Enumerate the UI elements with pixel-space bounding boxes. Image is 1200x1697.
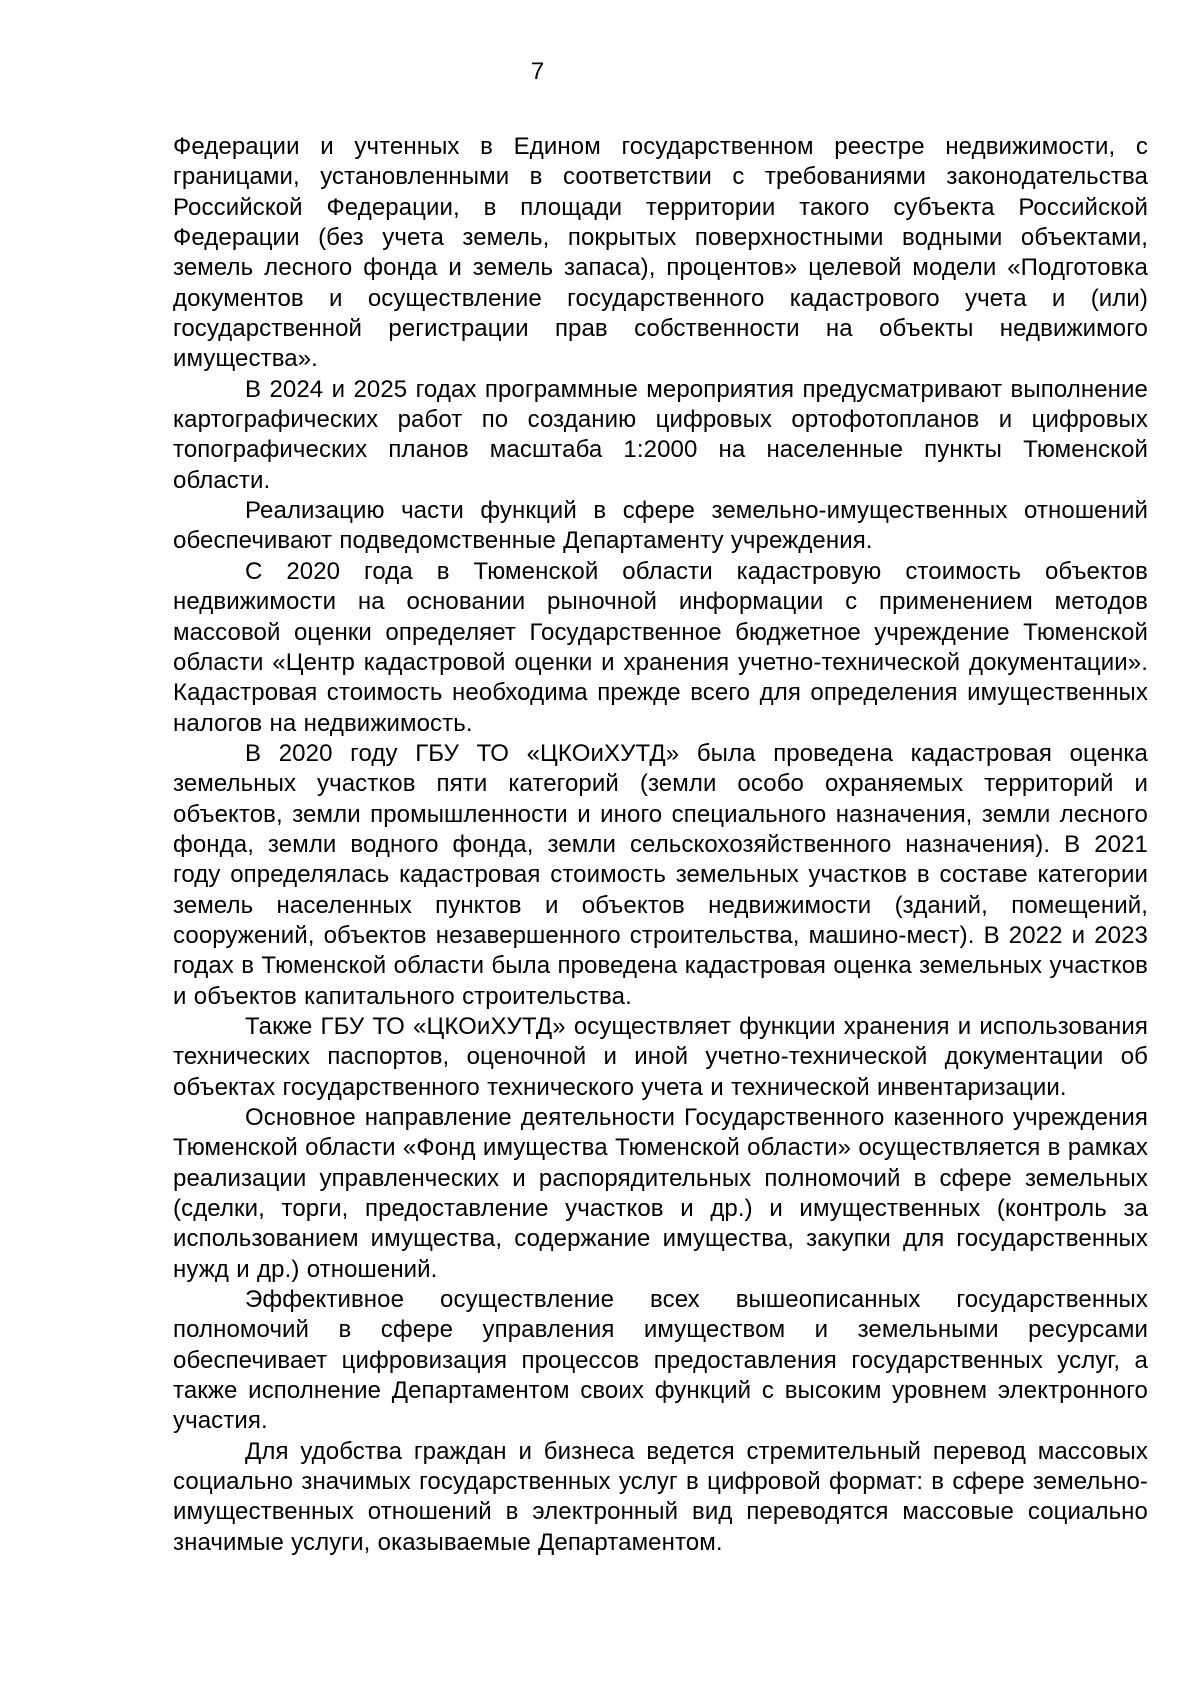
paragraph: Эффективное осуществление всех вышеописанных государственных полномочий в сфере управления имуществом и земельными ресурсами обеспечивает цифровизация процессов предоставления государственных услуг, а также исполнение Департаментом своих функций с высоким уровнем электронного участия. bbox=[173, 1286, 1148, 1435]
paragraph: Также ГБУ ТО «ЦКОиХУТД» осуществляет функции хранения и использования технических паспортов, оценочной и иной учетно-технической документации об объектах государственного технического учета и технической инвентаризации. bbox=[173, 1012, 1148, 1101]
paragraph: В 2024 и 2025 годах программные мероприятия предусматривают выполнение картографических работ по созданию цифровых ортофотопланов и цифровых топографических планов масштаба 1:2000 на населенные пункты Тюменской области. bbox=[173, 375, 1148, 494]
page-number: 7 bbox=[530, 58, 545, 85]
paragraph: Основное направление деятельности Государственного казенного учреждения Тюменской области «Фонд имущества Тюменской области» осуществляется в рамках реализации управленческих и распорядительных полномочий в сфере земельных (сделки, торги, предоставление участков и др.) и имущественных (контроль за использованием имущества, содержание имущества, закупки для государственных нужд и др.) отношений. bbox=[173, 1104, 1148, 1283]
paragraph: Реализацию части функций в сфере земельно-имущественных отношений обеспечивают подведомственные Департаменту учреждения. bbox=[173, 497, 1148, 555]
paragraph: Федерации и учтенных в Едином государственном реестре недвижимости, с границами, установленными в соответствии с требованиями законодательства Российской Федерации, в площади территории такого субъекта Российской Федерации (без учета земель, покрытых поверхностными водными объектами, земель лесного фонда и земель запаса), процентов» целевой модели «Подготовка документов и осуществление государственного кадастрового учета и (или) государственной регистрации прав собственности на объекты недвижимого имущества». bbox=[173, 133, 1148, 373]
document-body bbox=[173, 132, 1148, 1558]
paragraph: Для удобства граждан и бизнеса ведется стремительный перевод массовых социально значимых государственных услуг в цифровой формат: в сфере земельно-имущественных отношений в электронный вид переводятся массовые социально значимые услуги, оказываемые Департаментом. bbox=[173, 1437, 1148, 1556]
paragraph: С 2020 года в Тюменской области кадастровую стоимость объектов недвижимости на основании рыночной информации с применением методов массовой оценки определяет Государственное бюджетное учреждение Тюменской области «Центр кадастровой оценки и хранения учетно-технической документации». Кадастровая стоимость необходима прежде всего для определения имущественных налогов на недвижимость. bbox=[173, 557, 1148, 737]
paragraph: В 2020 году ГБУ ТО «ЦКОиХУТД» была проведена кадастровая оценка земельных участков пяти категорий (земли особо охраняемых территорий и объектов, земли промышленности и иного специального назначения, земли лесного фонда, земли водного фонда, земли сельскохозяйственного назначения). В 2021 году определялась кадастровая стоимость земельных участков в составе категории земель населенных пунктов и объектов недвижимости (зданий, помещений, сооружений, объектов незавершенного строительства, машино-мест). В 2022 и 2023 годах в Тюменской области была проведена кадастровая оценка земельных участков и объектов капитального строительства. bbox=[173, 739, 1148, 1010]
